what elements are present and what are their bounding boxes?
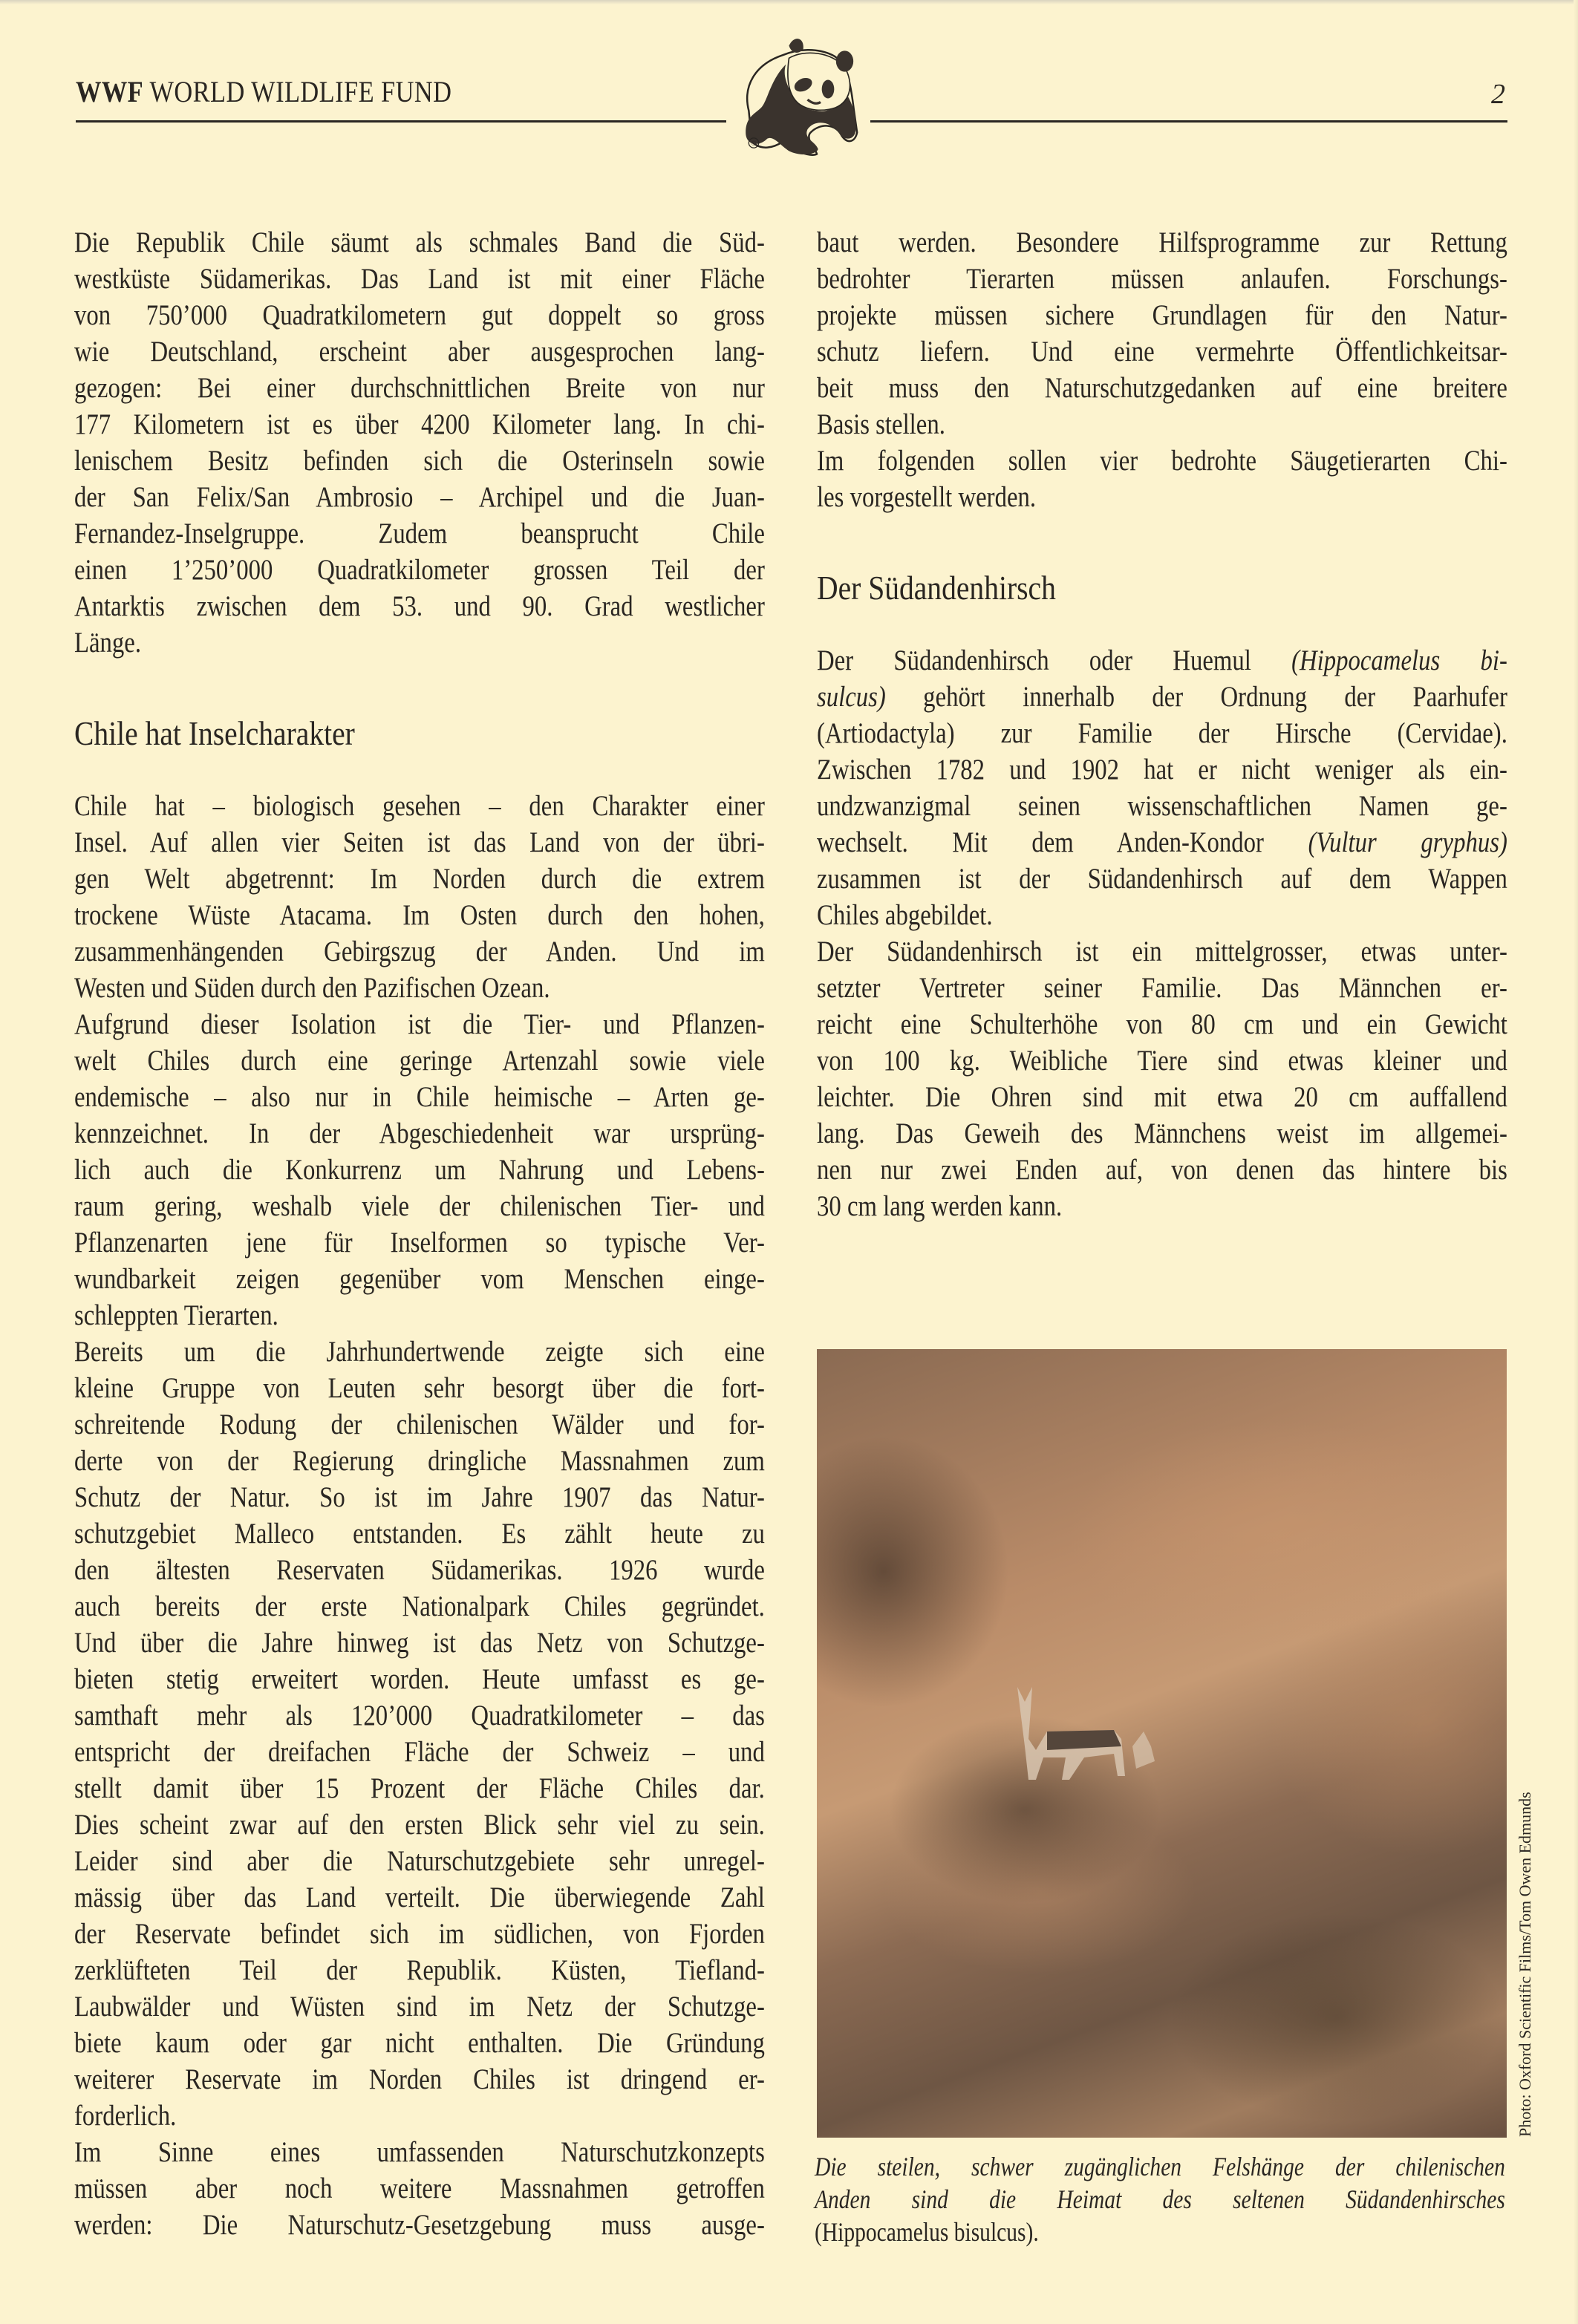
text-line: den ältesten Reservaten Südamerikas. 1926 wurde [74,1554,765,1586]
text-line [817,824,1507,861]
text-line: Die Republik Chile säumt als schmales Band die Süd- [74,226,765,258]
text-line: wundbarkeit zeigen gegenüber vom Menschen einge- [74,1263,765,1295]
text-line: undzwanzigmal seinen wissenschaftlichen Namen ge- [817,790,1507,822]
text-line: Im folgenden sollen vier bedrohte Säugetierarten Chi- [817,445,1507,477]
text-line: kleine Gruppe von Leuten sehr besorgt über die fort- [74,1372,765,1404]
text-line: derte von der Regierung dringliche Massnahmen zum [74,1445,765,1477]
text-line: auch bereits der erste Nationalpark Chiles gegründet. [74,1590,765,1622]
text-line: von 100 kg. Weibliche Tiere sind etwas kleiner und [817,1045,1507,1077]
header-org-name: WORLD WILDLIFE FUND [143,75,452,108]
caption-line: Anden sind die Heimat des seltenen Südandenhirsches [815,2184,1505,2214]
copyright-mark: © [751,139,757,147]
text-line: Laubwälder und Wüsten sind im Netz der Schutzge- [74,1991,765,2023]
text-line: einen 1’250’000 Quadratkilometer grossen Teil der [74,554,765,586]
text-line: schreitende Rodung der chilenischen Wälder und for- [74,1409,765,1440]
header-org-title [76,74,451,109]
text-line: mässig über das Land verteilt. Die überwiegende Zahl [74,1881,765,1913]
text-line: Aufgrund dieser Isolation ist die Tier- und Pflanzen- [74,1008,765,1040]
text-line: lang. Das Geweih des Männchens weist im allgemei- [817,1117,1507,1149]
text-line: Zwischen 1782 und 1902 hat er nicht weniger als ein- [817,754,1507,786]
text-line: 177 Kilometern ist es über 4200 Kilometer lang. In chi- [74,408,765,440]
scientific-name: sulcus) [817,681,886,713]
section-heading-suedandenhirsch: Der Südandenhirsch [817,569,1056,607]
section-heading-inselcharakter: Chile hat Inselcharakter [74,714,355,752]
text-line: Und über die Jahre hinweg ist das Netz von Schutzge- [74,1627,765,1659]
text-line: Chiles abgebildet. [817,899,993,931]
text-line: Der Südandenhirsch ist ein mittelgrosser, etwas unter- [817,936,1507,967]
caption-line: (Hippocamelus bisulcus). [815,2217,1039,2247]
text-line: stellt damit über 15 Prozent der Fläche Chiles dar. [74,1772,765,1804]
text-line: schleppten Tierarten. [74,1299,278,1331]
text-line: Antarktis zwischen dem 53. und 90. Grad westlicher [74,590,765,622]
text-line: Basis stellen. [817,408,945,440]
photo-credit: Photo: Oxford Scientific Films/Tom Owen Edmunds [1516,1792,1534,2137]
huemul-deer-photo [817,1349,1507,2138]
text-line: der San Felix/San Ambrosio – Archipel und die Juan- [74,481,765,513]
left-column [74,224,765,2243]
text-line: (Artiodactyla) zur Familie der Hirsche (Cervidae). [817,717,1507,749]
header-rule-left [76,120,726,123]
text-line: lich auch die Konkurrenz um Nahrung und Lebens- [74,1154,765,1186]
text-run: Der Südandenhirsch oder Huemul [817,644,1292,676]
text-run: gehört innerhalb der Ordnung der Paarhufer [885,681,1507,713]
text-line: gezogen: Bei einer durchschnittlichen Breite von nur [74,372,765,404]
text-line: Fernandez-Inselgruppe. Zudem beansprucht Chile [74,518,765,549]
text-line: Chile hat – biologisch gesehen – den Charakter einer [74,790,765,822]
header-org-abbrev: WWF [76,75,144,108]
text-line: werden: Die Naturschutz-Gesetzgebung muss ausge- [74,2209,765,2241]
text-line: les vorgestellt werden. [817,481,1037,513]
text-line: Länge. [74,627,142,659]
text-line: weiterer Reservate im Norden Chiles ist dringend er- [74,2063,765,2095]
text-line: zusammenhängenden Gebirgszug der Anden. Und im [74,936,765,967]
text-line: biete kaum oder gar nicht enthalten. Die Gründung [74,2027,765,2059]
text-line: gen Welt abgetrennt: Im Norden durch die extrem [74,863,765,895]
text-line [817,679,1507,715]
text-line: beit muss den Naturschutzgedanken auf eine breitere [817,372,1507,404]
wwf-panda-icon [724,26,873,171]
text-line: westküste Südamerikas. Das Land ist mit einer Fläche [74,263,765,295]
caption-line: Die steilen, schwer zugänglichen Felshänge der chilenischen [815,2152,1505,2181]
text-line: baut werden. Besondere Hilfsprogramme zur Rettung [817,226,1507,258]
text-line: projekte müssen sichere Grundlagen für den Natur- [817,299,1507,331]
text-line [817,642,1507,679]
scientific-name: (Hippocamelus bi- [1291,644,1507,676]
text-line: samthaft mehr als 120’000 Quadratkilometer – das [74,1700,765,1731]
text-line: setzter Vertreter seiner Familie. Das Männchen er- [817,972,1507,1004]
text-line: der Reservate befindet sich im südlichen, von Fjorden [74,1918,765,1950]
text-line: raum gering, weshalb viele der chilenischen Tier- und [74,1190,765,1222]
text-run: wechselt. Mit dem Anden-Kondor [817,826,1308,858]
text-line: bieten stetig erweitert worden. Heute umfasst es ge- [74,1663,765,1695]
text-line: Insel. Auf allen vier Seiten ist das Land von der übri- [74,826,765,858]
text-line: schutzgebiet Malleco entstanden. Es zählt heute zu [74,1518,765,1550]
text-line: 30 cm lang werden kann. [817,1190,1063,1222]
page-number: 2 [1491,79,1505,110]
text-line: leichter. Die Ohren sind mit etwa 20 cm auffallend [817,1081,1507,1113]
text-line: müssen aber noch weitere Massnahmen getroffen [74,2173,765,2204]
text-line: kennzeichnet. In der Abgeschiedenheit war ursprüng- [74,1117,765,1149]
text-line: endemische – also nur in Chile heimische – Arten ge- [74,1081,765,1113]
text-line: Dies scheint zwar auf den ersten Blick sehr viel zu sein. [74,1809,765,1841]
text-line: zerklüfteten Teil der Republik. Küsten, Tiefland- [74,1954,765,1986]
right-column [817,224,1507,1224]
text-line: von 750’000 Quadratkilometern gut doppelt so gross [74,299,765,331]
text-line: reicht eine Schulterhöhe von 80 cm und ein Gewicht [817,1008,1507,1040]
text-line: Schutz der Natur. So ist im Jahre 1907 das Natur- [74,1481,765,1513]
text-line: zusammen ist der Südandenhirsch auf dem Wappen [817,863,1507,895]
text-line: lenischem Besitz befinden sich die Osterinseln sowie [74,445,765,477]
scientific-name: (Vultur gryphus) [1308,826,1507,858]
text-line: wie Deutschland, erscheint aber ausgesprochen lang- [74,336,765,368]
text-line: Westen und Süden durch den Pazifischen Ozean. [74,972,550,1004]
text-line: nen nur zwei Enden auf, von denen das hintere bis [817,1154,1507,1186]
text-line: Pflanzenarten jene für Inselformen so typische Ver- [74,1227,765,1259]
text-line: Im Sinne eines umfassenden Naturschutzkonzepts [74,2136,765,2168]
header-rule-right [870,120,1507,123]
text-line: forderlich. [74,2100,177,2132]
text-line: welt Chiles durch eine geringe Artenzahl sowie viele [74,1045,765,1077]
photo-caption [815,2150,1505,2248]
text-line: bedrohter Tierarten müssen anlaufen. Forschungs- [817,263,1507,295]
text-line: Leider sind aber die Naturschutzgebiete sehr unregel- [74,1845,765,1877]
text-line: trockene Wüste Atacama. Im Osten durch den hohen, [74,899,765,931]
text-line: Bereits um die Jahrhundertwende zeigte sich eine [74,1336,765,1368]
deer-silhouette-icon [1002,1687,1196,1783]
scan-edge-top [0,0,1578,4]
scan-edge-right [1574,0,1578,2324]
text-line: schutz liefern. Und eine vermehrte Öffentlichkeitsar- [817,336,1507,368]
text-line: entspricht der dreifachen Fläche der Schweiz – und [74,1736,765,1768]
